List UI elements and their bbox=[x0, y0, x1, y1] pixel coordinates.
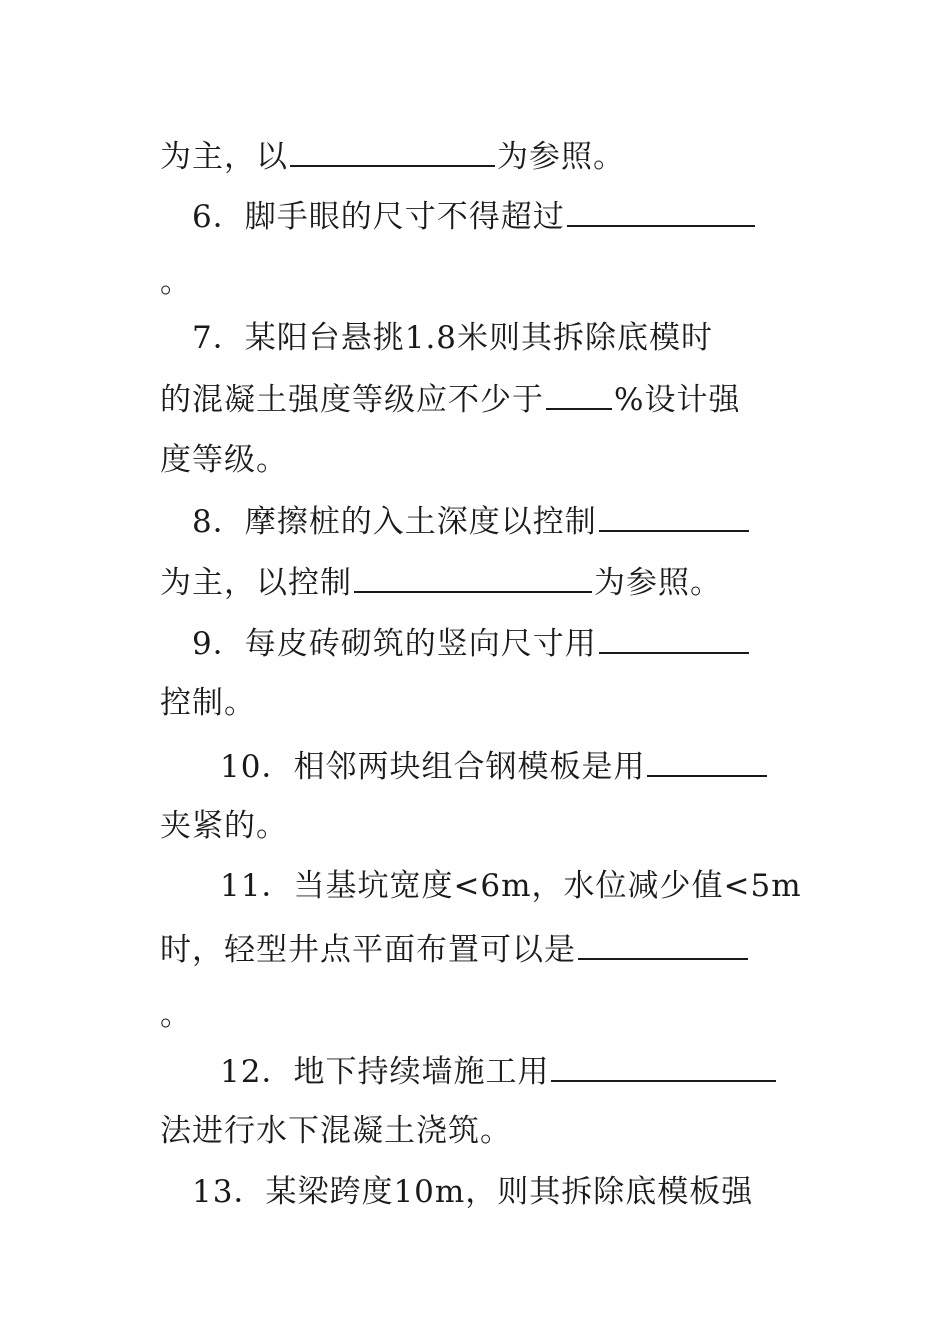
text-line-12 bbox=[160, 806, 288, 846]
line-text: 6．脚手眼的尺寸不得超过 bbox=[192, 199, 565, 235]
line-text: 8．摩擦桩的入土深度以控制 bbox=[192, 504, 597, 540]
question-12 bbox=[220, 1050, 778, 1090]
question-13 bbox=[192, 1172, 753, 1212]
question-10 bbox=[220, 745, 769, 785]
line-text: 法进行水下混凝土浇筑。 bbox=[160, 1113, 512, 1149]
line-text: 度等级。 bbox=[160, 442, 288, 478]
line-text: 为参照。 bbox=[594, 565, 722, 601]
text-line-8 bbox=[160, 561, 722, 601]
line-text: 夹紧的。 bbox=[160, 808, 288, 844]
line-text: 9．每皮砖砌筑的竖向尺寸用 bbox=[192, 626, 597, 662]
fill-blank[interactable] bbox=[647, 745, 767, 777]
text-line-1 bbox=[160, 135, 625, 175]
fill-blank[interactable] bbox=[599, 500, 749, 532]
fill-blank[interactable] bbox=[578, 928, 748, 960]
fill-blank[interactable] bbox=[599, 622, 749, 654]
line-text: 的混凝土强度等级应不少于 bbox=[160, 382, 544, 418]
fill-blank[interactable] bbox=[290, 135, 495, 167]
line-text: 12．地下持续墙施工用 bbox=[220, 1054, 550, 1090]
question-9 bbox=[192, 622, 751, 662]
text-line-5 bbox=[160, 378, 740, 418]
line-text: 控制。 bbox=[160, 685, 256, 721]
fill-blank[interactable] bbox=[354, 561, 592, 593]
line-text: %设计强 bbox=[614, 382, 741, 418]
fill-blank[interactable] bbox=[551, 1050, 776, 1082]
text-line-10 bbox=[160, 683, 256, 723]
question-7 bbox=[192, 318, 713, 358]
line-text: 10．相邻两块组合钢模板是用 bbox=[220, 749, 646, 785]
line-text: 时，轻型井点平面布置可以是 bbox=[160, 932, 576, 968]
text-line-17 bbox=[160, 1111, 512, 1151]
line-text: 。 bbox=[160, 264, 192, 300]
question-6 bbox=[192, 195, 757, 235]
line-text: 为主，以 bbox=[160, 139, 288, 175]
question-11 bbox=[220, 866, 802, 906]
text-line-3 bbox=[160, 262, 192, 302]
fill-blank[interactable] bbox=[546, 378, 612, 410]
text-line-15 bbox=[160, 995, 192, 1035]
line-text: 11．当基坑宽度<6m，水位减少值<5m bbox=[220, 868, 802, 904]
text-line-14 bbox=[160, 928, 750, 968]
line-text: 。 bbox=[160, 997, 192, 1033]
line-text: 为参照。 bbox=[497, 139, 625, 175]
text-line-6 bbox=[160, 440, 288, 480]
fill-blank[interactable] bbox=[567, 195, 755, 227]
line-text: 13．某梁跨度10m，则其拆除底模板强 bbox=[192, 1174, 754, 1210]
line-text: 7．某阳台悬挑1.8米则其拆除底模时 bbox=[192, 320, 714, 356]
line-text: 为主，以控制 bbox=[160, 565, 352, 601]
question-8 bbox=[192, 500, 751, 540]
